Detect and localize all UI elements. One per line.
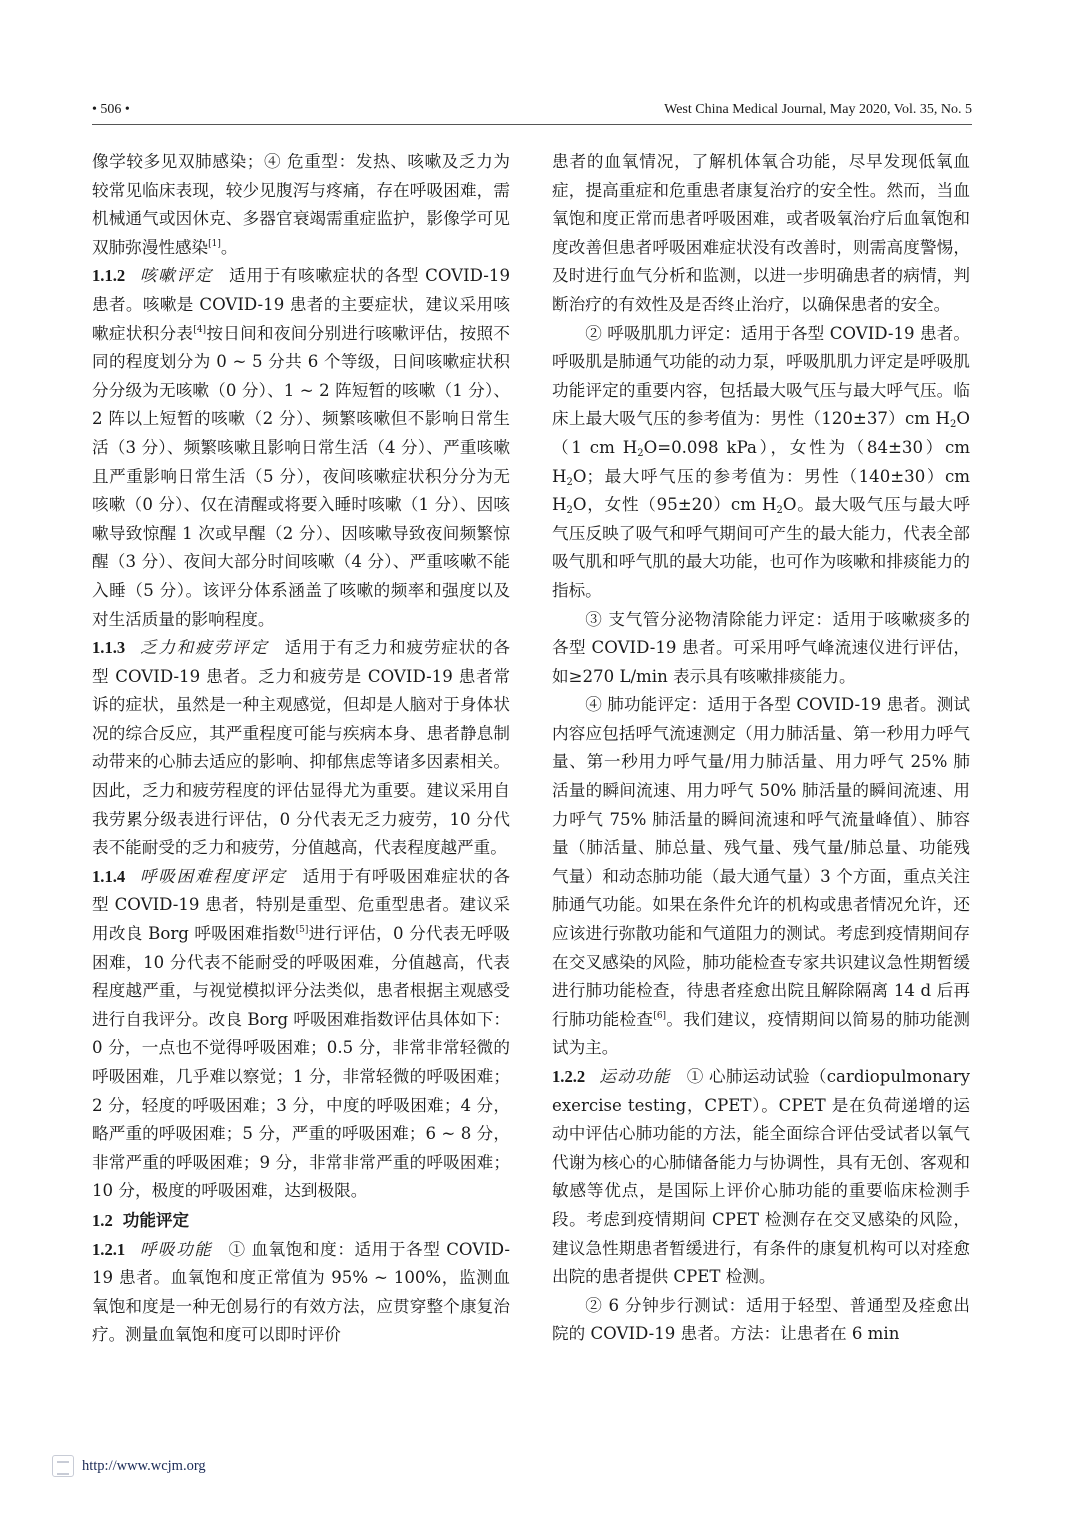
section-text: 进行评估，0 分代表无呼吸困难，10 分代表不能耐受的呼吸困难，分值越高，代表程度越严重，与视觉模拟评分法类似，患者根据主观感受进行自我评分。改良 Borg 呼吸困难指数评估具体如下：0 分，一点也不觉得呼吸困难；0.5 分，非常非常轻微的呼吸困难，几乎难以察觉；1 分，非常轻微的呼吸困难；2 分，轻度的呼吸困难；3 分，中度的呼吸困难；4 分，略严重的呼吸困难；5 分，严重的呼吸困难；6 ~ 8 分，非常严重的呼吸困难；9 分，非常非常严重的呼吸困难；10 分，极度的呼吸困难，达到极限。 — [92, 924, 510, 1201]
section-1-2-heading — [92, 1206, 510, 1236]
paragraph-text: O，女性（95±20）cm H — [572, 495, 777, 515]
paragraph-text: 。 — [220, 237, 238, 257]
subscript: 2 — [950, 419, 957, 431]
section-1-1-2 — [92, 262, 510, 634]
paragraph-text: ④ 肺功能评定：适用于各型 COVID-19 患者。测试内容应包括呼气流速测定（用力肺活量、第一秒用力呼气量、第一秒用力呼气量/用力肺活量、用力呼气 25% 肺活量的瞬间流速、用力呼气 50% 肺活量的瞬间流速、用力呼气 75% 肺活量的瞬间流速和呼气流量峰值）、肺容量（肺活量、肺总量、残气量、残气量/肺总量、功能残气量）和动态肺功能（最大通气量）3 个方面，重点关注肺通气功能。如果在条件允许的机构或患者情况允许，还应该进行弥散功能和气道阻力的测试。考虑到疫情期间存在交叉感染的风险，肺功能检查专家共识建议急性期暂缓进行肺功能检查，待患者痊愈出院且解除隔离 14 d 后再行肺功能检查 — [552, 695, 970, 1029]
journal-url-link[interactable]: http://www.wcjm.org — [82, 1457, 206, 1474]
section-title: 乏力和疲劳评定 — [139, 638, 269, 658]
citation-ref[interactable]: [6] — [653, 1010, 667, 1021]
paragraph-text: O（1 cm H — [552, 409, 970, 457]
citation-ref[interactable]: [1] — [208, 238, 221, 249]
section-text: ① 心肺运动试验（cardiopulmonary exercise testing，CPET）。CPET 是在负荷递增的运动中评估心肺功能的方法，能全面综合评估受试者以氧气代谢为核心的心肺储备能力与协调性，具有无创、客观和敏感等优点，是国际上评价心肺功能的重要临床检测手段。考虑到疫情期间 CPET 检测存在交叉感染的风险，建议急性期患者暂缓进行，有条件的康复机构可以对痊愈出院的患者提供 CPET 检测。 — [552, 1067, 970, 1287]
section-title: 功能评定 — [122, 1209, 190, 1230]
section-title: 咳嗽评定 — [139, 266, 214, 286]
section-1-1-4 — [92, 863, 510, 1206]
section-text: 按日间和夜间分别进行咳嗽评估，按照不同的程度划分为 0 ~ 5 分共 6 个等级，日间咳嗽症状积分分级为无咳嗽（0 分）、1 ~ 2 阵短暂的咳嗽（1 分）、2 阵以上短暂的咳嗽（2 分）、频繁咳嗽但不影响日常生活（3 分）、频繁咳嗽且影响日常生活（4 分）、严重咳嗽且严重影响日常生活（5 分），夜间咳嗽症状积分分为无咳嗽（0 分）、仅在清醒或将要入睡时咳嗽（1 分）、因咳嗽导致惊醒 1 次或早醒（2 分）、因咳嗽导致夜间频繁惊醒（3 分）、夜间大部分时间咳嗽（4 分）、严重咳嗽不能入睡（5 分）。该评分体系涵盖了咳嗽的频率和强度以及对生活质量的影响程度。 — [92, 323, 510, 629]
section-number: 1.1.3 — [92, 638, 126, 658]
section-number: 1.2.2 — [552, 1067, 586, 1086]
page-number: • 506 • — [92, 102, 130, 117]
citation-ref[interactable]: [4] — [193, 324, 207, 335]
subscript: 2 — [566, 505, 573, 517]
paragraph-lung-function — [552, 691, 970, 1063]
paragraph-6-minute-walk: ② 6 分钟步行测试：适用于轻型、普通型及痊愈出院的 COVID-19 患者。方法：让患者在 6 min — [552, 1295, 970, 1344]
section-number: 1.1.4 — [92, 866, 126, 886]
section-title: 运动功能 — [599, 1067, 671, 1086]
section-title: 呼吸困难程度评定 — [139, 866, 287, 886]
paragraph-text: O；最大呼气压的参考值为：男性（140±30）cm H — [552, 466, 970, 515]
journal-logo-icon — [52, 1455, 74, 1477]
section-text: 适用于有呼吸困难症状的各型 COVID-19 患者，特别是重型、危重型患者。建议采用改良 Borg 呼吸困难指数 — [92, 866, 511, 944]
citation-ref[interactable]: [5] — [295, 925, 309, 936]
paragraph-oxygen-saturation-cont: 患者的血氧情况，了解机体氧合功能，尽早发现低氧血症，提高重症和危重患者康复治疗的安全性。然而，当血氧饱和度正常而患者呼吸困难，或者吸氧治疗后血氧饱和度改善但患者呼吸困难症状没有改善时，则需高度警惕，及时进行血气分析和监测，以进一步明确患者的病情，判断治疗的有效性及是否终止治疗，以确保患者的安全。 — [552, 152, 970, 314]
paragraph-text: 像学较多见双肺感染；④ 危重型：发热、咳嗽及乏力为较常见临床表现，较少见腹泻与疼痛，存在呼吸困难，需机械通气或因休克、多器官衰竭需重症监护，影像学可见双肺弥漫性感染 — [92, 152, 510, 257]
paragraph-text: ② 呼吸肌肌力评定：适用于各型 COVID-19 患者。呼吸肌是肺通气功能的动力泵，呼吸肌肌力评定是呼吸肌功能评定的重要内容，包括最大吸气压与最大呼气压。临床上最大吸气压的参考值为：男性（120±37）cm H — [552, 323, 970, 429]
paragraph-respiratory-muscle — [552, 320, 970, 606]
page-header — [92, 100, 972, 125]
subscript: 2 — [637, 447, 644, 459]
journal-citation: West China Medical Journal, May 2020, Vol. 35, No. 5 — [664, 102, 972, 117]
left-column — [92, 148, 510, 1350]
section-text: 适用于有乏力和疲劳症状的各型 COVID-19 患者。乏力和疲劳是 COVID-19 患者常诉的症状，虽然是一种主观感觉，但却是人脑对于身体状况的综合反应，其严重程度可能与疾病本身、患者静息制动带来的心肺去适应的影响、抑郁焦虑等诸多因素相关。因此，乏力和疲劳程度的评估显得尤为重要。建议采用自我劳累分级表进行评估，0 分代表无乏力疲劳，10 分代表不能耐受的乏力和疲劳，分值越高，代表程度越严重。 — [92, 638, 510, 858]
section-number: 1.2 — [92, 1210, 113, 1230]
paragraph-text: O=0.098 kPa），女性为（84±30）cm H — [552, 437, 970, 486]
subscript: 2 — [776, 505, 783, 517]
paragraph-text: 。我们建议，疫情期间以简易的肺功能测试为主。 — [552, 1009, 970, 1058]
paragraph-text: O。最大吸气压与最大呼气压反映了吸气和呼气期间可产生的最大能力，代表全部吸气肌和呼气肌的最大功能，也可作为咳嗽和排痰能力的指标。 — [552, 495, 970, 600]
paragraph-secretion-clearance: ③ 支气管分泌物清除能力评定：适用于咳嗽痰多的各型 COVID-19 患者。可采用呼气峰流速仪进行评估，如≥270 L/min 表示具有咳嗽排痰能力。 — [552, 609, 970, 686]
section-text: 适用于有咳嗽症状的各型 COVID-19 患者。咳嗽是 COVID-19 患者的主要症状，建议采用咳嗽症状积分表 — [92, 266, 511, 343]
right-column — [552, 148, 970, 1349]
section-title: 呼吸功能 — [139, 1239, 213, 1259]
section-1-2-2 — [552, 1063, 970, 1292]
section-1-2-1 — [92, 1236, 510, 1350]
section-number: 1.1.2 — [92, 266, 126, 286]
paragraph-critical-type — [92, 148, 510, 262]
section-number: 1.2.1 — [92, 1239, 126, 1259]
section-text: ① 血氧饱和度：适用于各型 COVID-19 患者。血氧饱和度正常值为 95% ~ 100%，监测血氧饱和度是一种无创易行的有效方法，应贯穿整个康复治疗。测量血氧饱和度可以即时评价 — [92, 1239, 510, 1345]
subscript: 2 — [566, 476, 573, 488]
page-footer — [52, 1452, 206, 1480]
section-1-1-3 — [92, 634, 510, 863]
